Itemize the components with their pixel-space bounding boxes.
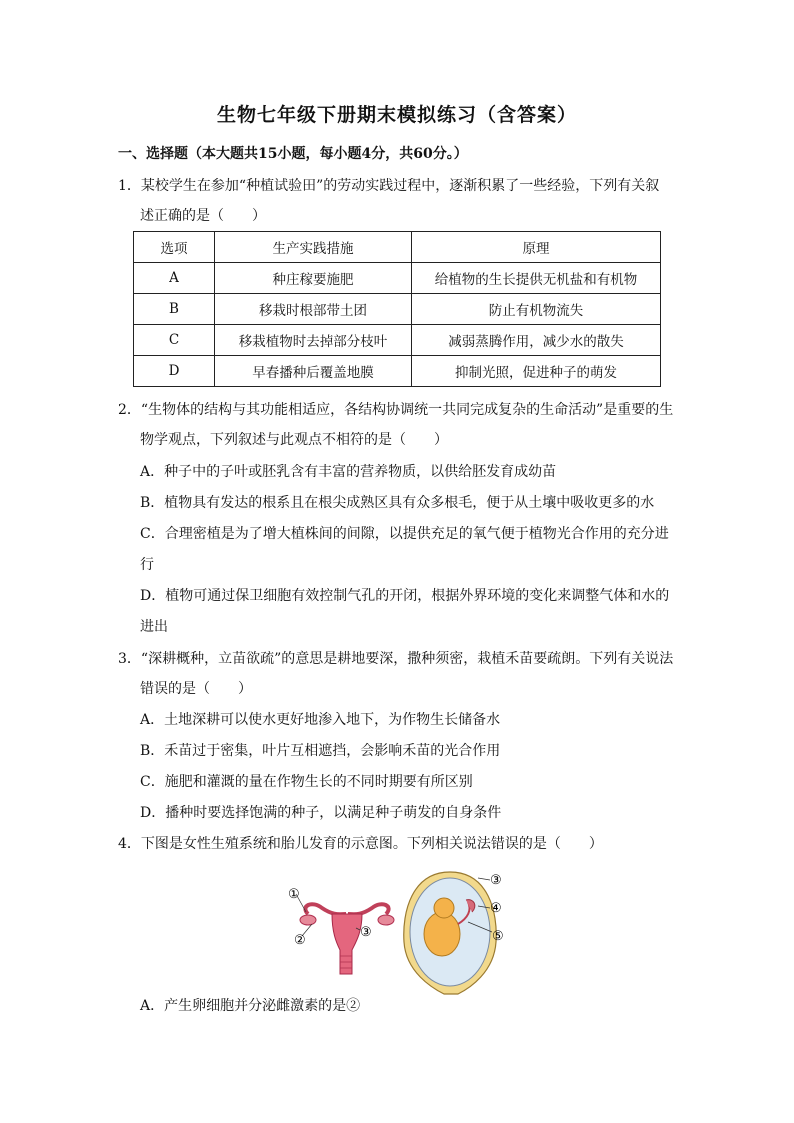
question-4-option-a: A．产生卵细胞并分泌雌激素的是② [140,998,361,1014]
label-5: ⑤ [492,929,504,944]
label-2: ② [294,933,306,948]
table-cell: 早春播种后覆盖地膜 [215,356,412,387]
table-cell: B [134,294,215,325]
table-header: 生产实践措施 [215,232,412,263]
question-1-stem: 1．某校学生在参加“种植试验田”的劳动实践过程中，逐渐积累了一些经验，下列有关叙 [118,178,660,194]
table-header: 选项 [134,232,215,263]
table-header-row [134,232,661,263]
question-3-option-b: B．禾苗过于密集，叶片互相遮挡，会影响禾苗的光合作用 [140,743,501,759]
fetus-diagram [404,872,504,994]
question-2-option-d: D．植物可通过保卫细胞有效控制气孔的开闭，根据外界环境的变化来调整气体和水的 [140,588,670,604]
question-2-option-c-cont: 行 [140,557,154,573]
question-1-table [133,231,661,387]
question-2-stem-cont: 物学观点，下列叙述与此观点不相符的是（ ） [140,432,448,448]
table-cell: 给植物的生长提供无机盐和有机物 [412,263,661,294]
question-3-stem-cont: 错误的是（ ） [140,681,252,697]
question-3-stem: 3．“深耕概种，立苗欲疏”的意思是耕地要深，撒种须密，栽植禾苗要疏朗。下列有关说法 [118,651,674,667]
question-1-stem-cont: 述正确的是（ ） [140,208,266,224]
table-cell: 种庄稼要施肥 [215,263,412,294]
table-cell: D [134,356,215,387]
table-cell: C [134,325,215,356]
question-3-option-c: C．施肥和灌溉的量在作物生长的不同时期要有所区别 [140,774,473,790]
uterus-diagram [288,887,394,974]
label-3-left: ③ [360,925,372,940]
reproductive-system-figure [282,862,522,1002]
table-row [134,294,661,325]
label-4: ④ [490,901,502,916]
table-row [134,356,661,387]
table-cell: 移栽植物时去掉部分枝叶 [215,325,412,356]
question-2-stem: 2．“生物体的结构与其功能相适应，各结构协调统一共同完成复杂的生命活动”是重要的生 [118,402,674,418]
question-2-option-a: A．种子中的子叶或胚乳含有丰富的营养物质，以供给胚发育成幼苗 [140,464,557,480]
table-row [134,325,661,356]
question-2-option-d-cont: 进出 [140,619,168,635]
label-3-right: ③ [490,873,502,888]
table-cell: 抑制光照，促进种子的萌发 [412,356,661,387]
table-cell: 防止有机物流失 [412,294,661,325]
label-1: ① [288,887,300,902]
table-cell: 减弱蒸腾作用，减少水的散失 [412,325,661,356]
table-header: 原理 [412,232,661,263]
table-row [134,263,661,294]
table-cell: 移栽时根部带土团 [215,294,412,325]
question-2-option-b: B．植物具有发达的根系且在根尖成熟区具有众多根毛，便于从土壤中吸收更多的水 [140,495,655,511]
table-cell: A [134,263,215,294]
question-3-option-a: A．土地深耕可以使水更好地渗入地下，为作物生长储备水 [140,712,501,728]
question-2-option-c: C．合理密植是为了增大植株间的间隙，以提供充足的氧气便于植物光合作用的充分进 [140,526,669,542]
question-3-option-d: D．播种时要选择饱满的种子，以满足种子萌发的自身条件 [140,805,502,821]
question-4-stem: 4．下图是女性生殖系统和胎儿发育的示意图。下列相关说法错误的是（ ） [118,836,603,852]
page-title: 生物七年级下册期末模拟练习（含答案） [216,104,577,126]
section-heading: 一、选择题（本大题共15小题，每小题4分，共60分。） [118,146,468,162]
